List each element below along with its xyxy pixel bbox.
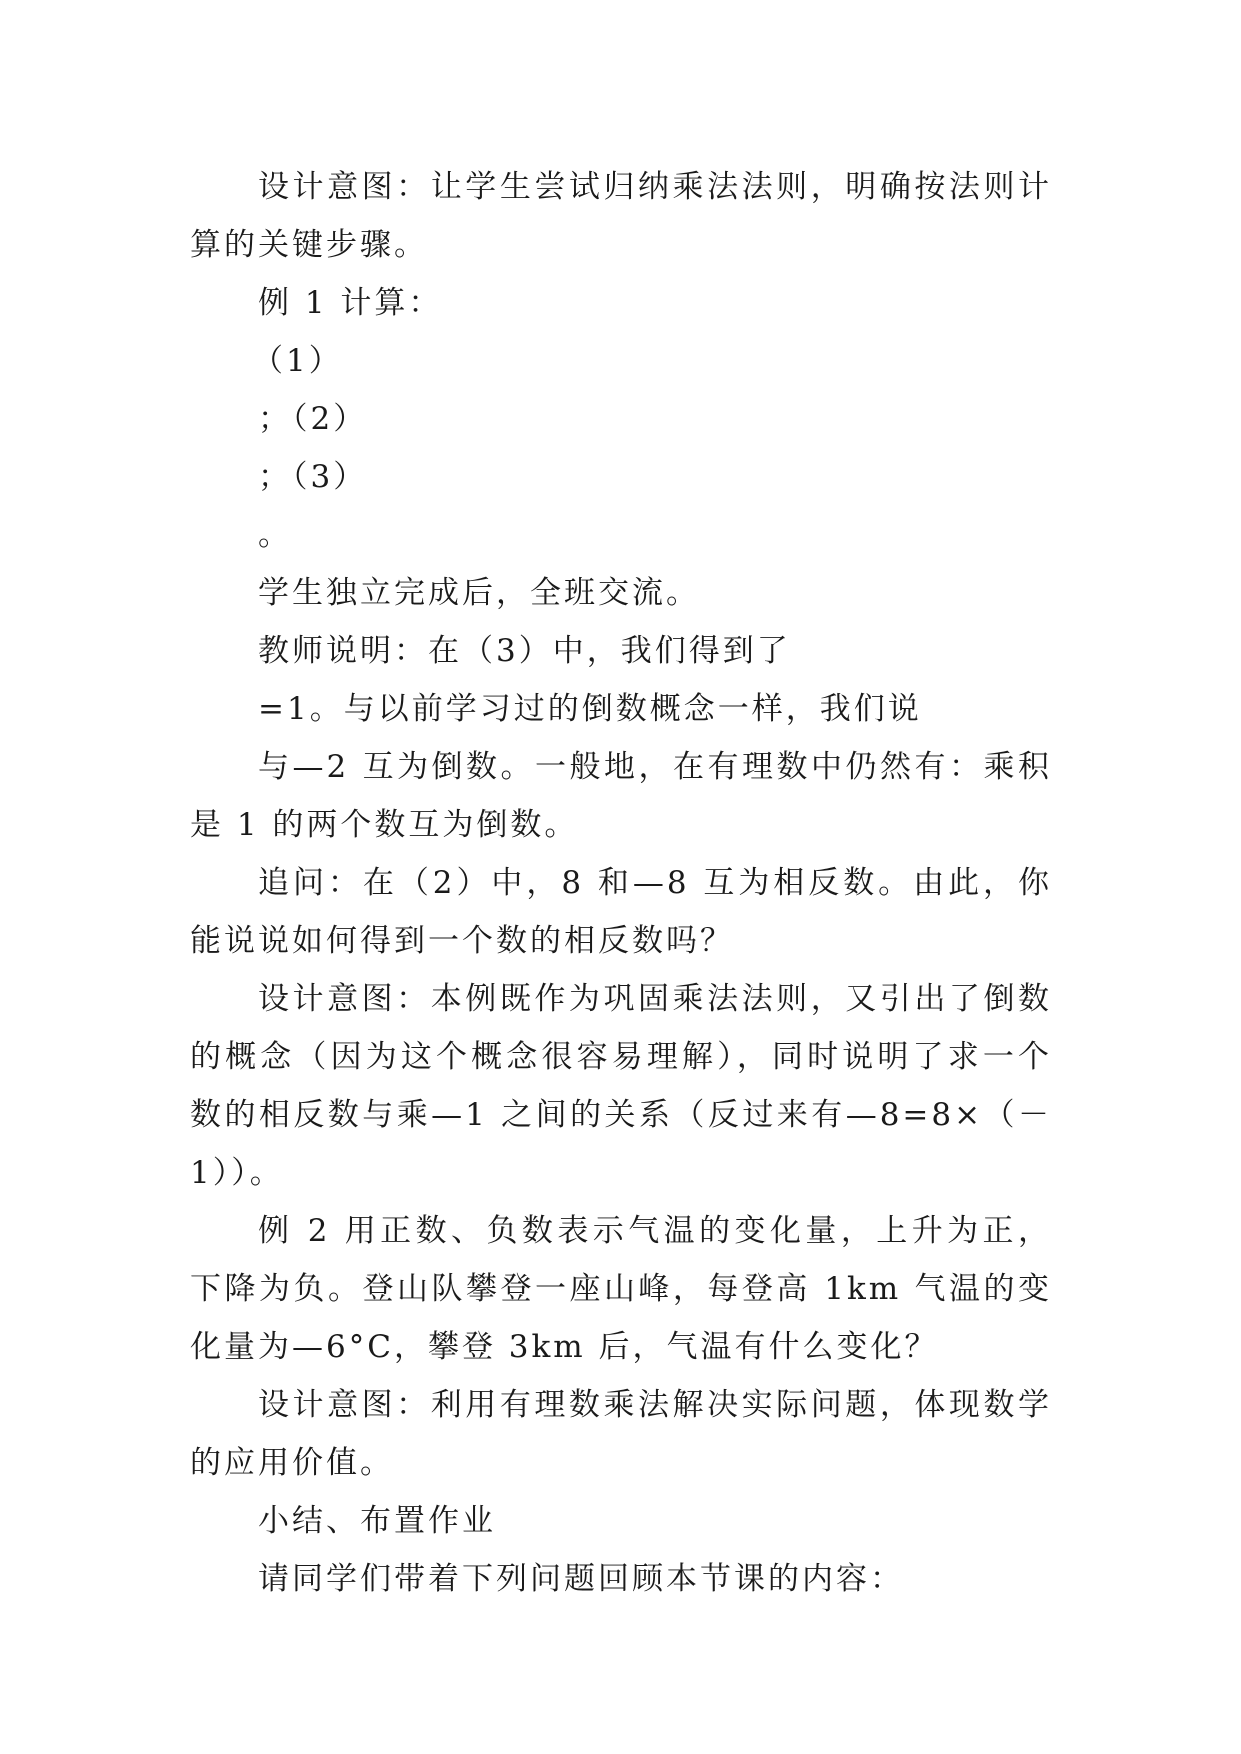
paragraph-class-exchange: 学生独立完成后，全班交流。 [258,575,700,611]
paragraph-example-2: 例 2 用正数、负数表示气温的变化量，上升为正，下降为负。登山队攀登一座山峰，每登高 1km 气温的变化量为—6°C，攀登 3km 后，气温有什么变化？ [190,1213,1052,1365]
paragraph-example-1-heading: 例 1 计算： [258,285,443,321]
document-body [190,158,1052,1608]
paragraph-example-1-item-3: ；（3） [258,459,368,495]
paragraph-design-intent-1: 设计意图：让学生尝试归纳乘法法则，明确按法则计算的关键步骤。 [190,169,1052,263]
paragraph-reciprocal-definition: 与—2 互为倒数。一般地，在有理数中仍然有：乘积是 1 的两个数互为倒数。 [190,749,1052,843]
paragraph-reciprocal-intro: =1。与以前学习过的倒数概念一样，我们说 [258,691,922,727]
paragraph-review-prompt: 请同学们带着下列问题回顾本节课的内容： [258,1561,904,1597]
paragraph-example-1-item-1: （1） [252,343,343,379]
paragraph-example-1-end: 。 [258,517,292,553]
paragraph-follow-up-question: 追问：在（2）中，8 和—8 互为相反数。由此，你能说说如何得到一个数的相反数吗？ [190,865,1052,959]
paragraph-summary-heading: 小结、布置作业 [258,1503,496,1539]
paragraph-design-intent-3: 设计意图：利用有理数乘法解决实际问题，体现数学的应用价值。 [190,1387,1052,1481]
paragraph-design-intent-2: 设计意图：本例既作为巩固乘法法则，又引出了倒数的概念（因为这个概念很容易理解），同时说明了求一个数的相反数与乘—1 之间的关系（反过来有—8=8×（－1））。 [190,981,1052,1191]
paragraph-example-1-item-2: ；（2） [258,401,368,437]
paragraph-teacher-note: 教师说明：在（3）中，我们得到了 [258,633,791,669]
